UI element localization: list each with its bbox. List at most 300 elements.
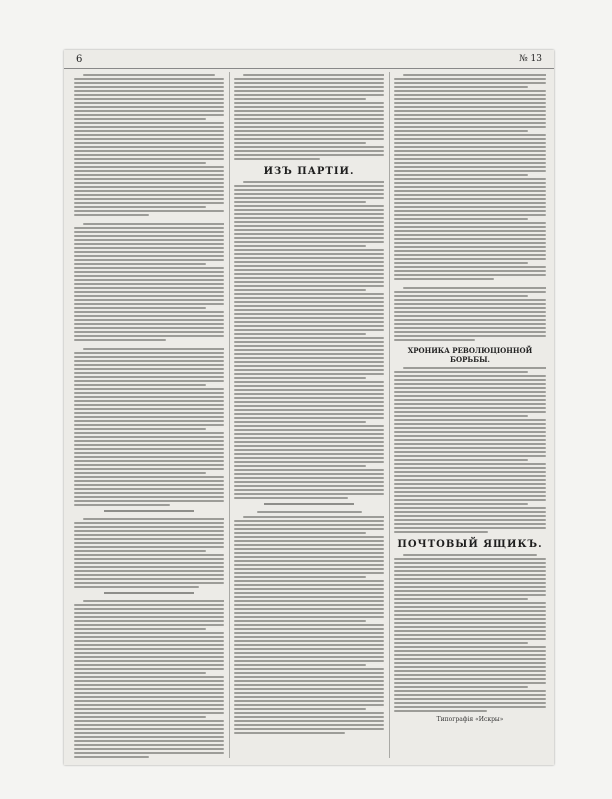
text-line bbox=[74, 692, 224, 694]
text-line bbox=[74, 648, 224, 650]
text-line bbox=[394, 574, 546, 576]
text-line bbox=[234, 544, 384, 546]
section-heading-chronicle: ХРОНИКА РЕВОЛЮЦІОННОЙ БОРЬБЫ. bbox=[407, 346, 533, 364]
text-line bbox=[74, 534, 224, 536]
text-line bbox=[234, 158, 320, 160]
text-line bbox=[234, 118, 384, 120]
text-line bbox=[394, 258, 546, 260]
text-line bbox=[74, 628, 206, 630]
text-line bbox=[74, 368, 224, 370]
text-line bbox=[394, 507, 546, 509]
text-line bbox=[394, 606, 546, 608]
text-line bbox=[74, 291, 224, 293]
text-line bbox=[74, 468, 224, 470]
text-line bbox=[394, 291, 546, 293]
text-line bbox=[234, 82, 384, 84]
text-line bbox=[74, 456, 224, 458]
text-line bbox=[234, 213, 384, 215]
text-line bbox=[394, 586, 546, 588]
text-line bbox=[394, 214, 546, 216]
text-line bbox=[74, 404, 224, 406]
text-line bbox=[234, 465, 366, 467]
column-left bbox=[74, 72, 224, 758]
text-line bbox=[234, 329, 384, 331]
text-line bbox=[74, 668, 224, 670]
text-line bbox=[394, 206, 546, 208]
text-line bbox=[234, 273, 384, 275]
text-line bbox=[234, 261, 384, 263]
text-line bbox=[74, 356, 224, 358]
text-line bbox=[74, 126, 224, 128]
text-line bbox=[74, 550, 206, 552]
signature-line bbox=[104, 592, 194, 594]
text-line bbox=[74, 608, 224, 610]
text-line bbox=[243, 516, 384, 518]
text-line bbox=[394, 562, 546, 564]
page-header bbox=[64, 56, 554, 69]
text-line bbox=[394, 439, 546, 441]
text-line bbox=[74, 452, 224, 454]
text-line bbox=[394, 222, 546, 224]
text-line bbox=[234, 640, 384, 642]
text-line bbox=[394, 102, 546, 104]
text-line bbox=[234, 604, 384, 606]
text-line bbox=[234, 185, 384, 187]
text-line bbox=[394, 174, 528, 176]
article-text bbox=[234, 516, 384, 734]
text-line bbox=[74, 408, 224, 410]
text-line bbox=[234, 122, 384, 124]
text-line bbox=[74, 542, 224, 544]
text-line bbox=[234, 341, 384, 343]
text-line bbox=[234, 110, 384, 112]
text-line bbox=[394, 654, 546, 656]
text-line bbox=[394, 531, 488, 533]
text-line bbox=[74, 752, 224, 754]
text-line bbox=[234, 417, 384, 419]
text-line bbox=[74, 162, 206, 164]
text-line bbox=[394, 407, 546, 409]
text-line bbox=[74, 263, 206, 265]
text-line bbox=[394, 634, 546, 636]
text-line bbox=[403, 74, 546, 76]
text-line bbox=[74, 206, 206, 208]
text-line bbox=[234, 353, 384, 355]
text-line bbox=[394, 471, 546, 473]
text-line bbox=[394, 86, 528, 88]
text-line bbox=[234, 644, 384, 646]
text-line bbox=[234, 421, 366, 423]
text-line bbox=[394, 387, 546, 389]
text-line bbox=[234, 205, 384, 207]
text-line bbox=[74, 335, 224, 337]
article-text bbox=[234, 74, 384, 160]
text-line bbox=[394, 182, 546, 184]
text-line bbox=[234, 532, 366, 534]
text-line bbox=[394, 331, 546, 333]
text-line bbox=[74, 736, 224, 738]
text-line bbox=[234, 114, 384, 116]
text-line bbox=[394, 295, 528, 297]
text-line bbox=[394, 250, 546, 252]
text-line bbox=[394, 463, 546, 465]
text-line bbox=[74, 558, 224, 560]
text-line bbox=[234, 409, 384, 411]
text-line bbox=[394, 254, 546, 256]
text-line bbox=[234, 233, 384, 235]
text-line bbox=[234, 245, 366, 247]
text-line bbox=[394, 523, 546, 525]
text-line bbox=[74, 724, 224, 726]
text-line bbox=[74, 202, 224, 204]
text-line bbox=[394, 698, 546, 700]
text-line bbox=[234, 676, 384, 678]
text-line bbox=[74, 315, 224, 317]
text-line bbox=[234, 524, 384, 526]
text-line bbox=[74, 530, 224, 532]
text-line bbox=[394, 335, 546, 337]
text-line bbox=[74, 680, 224, 682]
text-line bbox=[234, 696, 384, 698]
text-line bbox=[394, 483, 546, 485]
text-line bbox=[394, 626, 546, 628]
text-line bbox=[234, 193, 384, 195]
text-line bbox=[74, 448, 224, 450]
text-line bbox=[234, 680, 384, 682]
text-line bbox=[74, 472, 206, 474]
text-line bbox=[74, 231, 224, 233]
text-line bbox=[394, 395, 546, 397]
text-line bbox=[74, 396, 224, 398]
signature-line bbox=[264, 503, 354, 505]
text-line bbox=[74, 267, 224, 269]
text-line bbox=[394, 467, 546, 469]
text-line bbox=[234, 536, 384, 538]
text-line bbox=[234, 217, 384, 219]
text-line bbox=[74, 323, 224, 325]
text-line bbox=[234, 636, 384, 638]
text-line bbox=[234, 78, 384, 80]
text-line bbox=[394, 658, 546, 660]
text-line bbox=[234, 568, 384, 570]
text-line bbox=[394, 686, 528, 688]
text-line bbox=[74, 604, 224, 606]
text-line bbox=[394, 242, 546, 244]
text-line bbox=[74, 732, 224, 734]
text-line bbox=[74, 158, 224, 160]
text-line bbox=[74, 142, 224, 144]
text-line bbox=[83, 223, 224, 225]
text-line bbox=[234, 389, 384, 391]
text-line bbox=[74, 432, 224, 434]
text-line bbox=[234, 285, 384, 287]
text-line bbox=[394, 447, 546, 449]
text-line bbox=[234, 489, 384, 491]
text-line bbox=[234, 325, 384, 327]
text-line bbox=[74, 178, 224, 180]
text-line bbox=[394, 427, 546, 429]
text-line bbox=[243, 74, 384, 76]
text-line bbox=[234, 461, 384, 463]
text-line bbox=[394, 706, 546, 708]
article-text bbox=[394, 287, 546, 341]
text-line bbox=[234, 572, 384, 574]
article-text bbox=[394, 554, 546, 712]
text-line bbox=[74, 538, 224, 540]
text-line bbox=[234, 493, 384, 495]
issue-number: № 13 bbox=[519, 54, 542, 64]
text-line bbox=[394, 114, 546, 116]
text-line bbox=[83, 348, 224, 350]
text-line bbox=[394, 602, 546, 604]
text-line bbox=[74, 484, 224, 486]
text-line bbox=[403, 287, 546, 289]
text-line bbox=[74, 388, 224, 390]
text-line bbox=[74, 476, 224, 478]
text-line bbox=[394, 90, 546, 92]
text-line bbox=[234, 596, 384, 598]
text-line bbox=[234, 433, 384, 435]
text-line bbox=[74, 146, 224, 148]
text-line bbox=[234, 592, 384, 594]
text-line bbox=[394, 403, 546, 405]
text-line bbox=[234, 349, 384, 351]
text-line bbox=[394, 371, 528, 373]
text-line bbox=[74, 632, 224, 634]
text-line bbox=[74, 612, 224, 614]
text-line bbox=[394, 682, 546, 684]
text-line bbox=[74, 319, 224, 321]
text-line bbox=[74, 98, 224, 100]
text-line bbox=[74, 287, 224, 289]
column-middle bbox=[234, 72, 384, 758]
text-line bbox=[74, 656, 224, 658]
text-line bbox=[234, 102, 384, 104]
text-line bbox=[394, 150, 546, 152]
text-line bbox=[234, 720, 384, 722]
text-line bbox=[74, 170, 224, 172]
text-line bbox=[74, 150, 224, 152]
text-line bbox=[394, 650, 546, 652]
text-line bbox=[74, 190, 224, 192]
text-line bbox=[394, 226, 546, 228]
text-line bbox=[394, 594, 546, 596]
column-divider bbox=[229, 72, 230, 758]
text-line bbox=[234, 620, 366, 622]
text-line bbox=[234, 473, 384, 475]
text-line bbox=[234, 449, 384, 451]
text-line bbox=[83, 74, 215, 76]
text-line bbox=[234, 684, 384, 686]
text-line bbox=[74, 546, 224, 548]
text-line bbox=[74, 194, 224, 196]
text-line bbox=[234, 293, 384, 295]
text-line bbox=[74, 488, 224, 490]
text-line bbox=[234, 357, 384, 359]
text-line bbox=[234, 445, 384, 447]
text-line bbox=[74, 110, 224, 112]
text-line bbox=[394, 515, 546, 517]
text-line bbox=[74, 392, 224, 394]
text-line bbox=[74, 339, 166, 341]
text-line bbox=[394, 339, 475, 341]
text-line bbox=[234, 469, 384, 471]
text-line bbox=[74, 748, 224, 750]
text-line bbox=[74, 154, 224, 156]
text-line bbox=[234, 708, 366, 710]
text-line bbox=[234, 130, 384, 132]
text-line bbox=[394, 558, 546, 560]
article-text bbox=[234, 181, 384, 499]
text-line bbox=[74, 251, 224, 253]
text-line bbox=[394, 218, 528, 220]
text-line bbox=[234, 712, 384, 714]
text-line bbox=[74, 380, 224, 382]
article-text bbox=[394, 367, 546, 533]
text-line bbox=[74, 582, 224, 584]
text-line bbox=[394, 590, 546, 592]
newspaper-page bbox=[64, 50, 554, 765]
text-line bbox=[394, 578, 546, 580]
text-line bbox=[394, 94, 546, 96]
text-line bbox=[394, 391, 546, 393]
text-line bbox=[394, 194, 546, 196]
text-line bbox=[74, 664, 224, 666]
text-line bbox=[234, 540, 384, 542]
text-line bbox=[234, 345, 384, 347]
text-line bbox=[394, 82, 546, 84]
text-line bbox=[74, 676, 224, 678]
text-line bbox=[234, 552, 384, 554]
text-line bbox=[234, 361, 384, 363]
text-line bbox=[394, 598, 528, 600]
text-line bbox=[394, 451, 546, 453]
text-line bbox=[234, 138, 384, 140]
text-line bbox=[74, 239, 224, 241]
text-line bbox=[394, 299, 546, 301]
text-line bbox=[394, 419, 546, 421]
text-line bbox=[394, 630, 546, 632]
text-line bbox=[394, 210, 546, 212]
text-line bbox=[74, 644, 224, 646]
text-line bbox=[74, 412, 224, 414]
text-line bbox=[74, 460, 224, 462]
text-line bbox=[234, 281, 384, 283]
text-line bbox=[234, 221, 384, 223]
text-line bbox=[74, 227, 224, 229]
text-line bbox=[394, 238, 546, 240]
text-line bbox=[74, 562, 224, 564]
text-line bbox=[234, 441, 384, 443]
text-line bbox=[74, 428, 206, 430]
text-line bbox=[234, 405, 384, 407]
text-line bbox=[234, 624, 384, 626]
article-text bbox=[74, 518, 224, 588]
text-line bbox=[74, 186, 224, 188]
text-line bbox=[74, 106, 224, 108]
text-line bbox=[394, 303, 546, 305]
text-line bbox=[234, 588, 384, 590]
text-line bbox=[74, 500, 224, 502]
text-line bbox=[74, 574, 224, 576]
text-line bbox=[234, 564, 384, 566]
text-line bbox=[234, 134, 384, 136]
text-line bbox=[234, 656, 384, 658]
text-line bbox=[234, 704, 384, 706]
text-line bbox=[74, 214, 149, 216]
text-line bbox=[394, 146, 546, 148]
text-line bbox=[74, 586, 199, 588]
text-line bbox=[394, 662, 546, 664]
text-line bbox=[394, 491, 546, 493]
text-line bbox=[394, 134, 546, 136]
text-line bbox=[234, 397, 384, 399]
text-line bbox=[234, 150, 384, 152]
text-line bbox=[394, 527, 546, 529]
text-line bbox=[234, 616, 384, 618]
text-line bbox=[234, 732, 345, 734]
text-line bbox=[74, 118, 206, 120]
text-line bbox=[74, 376, 224, 378]
column-right bbox=[394, 72, 546, 758]
text-line bbox=[234, 201, 366, 203]
text-line bbox=[394, 98, 546, 100]
text-line bbox=[74, 303, 224, 305]
text-line bbox=[234, 556, 384, 558]
text-line bbox=[74, 728, 224, 730]
text-line bbox=[394, 270, 546, 272]
text-line bbox=[234, 301, 384, 303]
text-line bbox=[234, 425, 384, 427]
text-line bbox=[74, 420, 224, 422]
text-line bbox=[394, 646, 546, 648]
text-line bbox=[394, 126, 546, 128]
text-line bbox=[394, 307, 546, 309]
text-line bbox=[234, 253, 384, 255]
text-line bbox=[234, 189, 384, 191]
text-line bbox=[74, 716, 206, 718]
text-line bbox=[394, 519, 546, 521]
text-line bbox=[74, 570, 224, 572]
text-line bbox=[234, 94, 384, 96]
text-line bbox=[74, 464, 224, 466]
text-line bbox=[394, 130, 528, 132]
article-text bbox=[74, 223, 224, 341]
text-line bbox=[394, 582, 546, 584]
page-number: 6 bbox=[76, 54, 83, 65]
text-line bbox=[234, 277, 384, 279]
text-line bbox=[394, 423, 546, 425]
text-line bbox=[394, 435, 546, 437]
text-line bbox=[234, 485, 384, 487]
text-line bbox=[394, 690, 546, 692]
text-line bbox=[394, 323, 546, 325]
text-line bbox=[234, 481, 384, 483]
text-line bbox=[74, 255, 224, 257]
text-line bbox=[234, 437, 384, 439]
text-line bbox=[74, 327, 224, 329]
text-line bbox=[234, 477, 384, 479]
text-line bbox=[74, 372, 224, 374]
text-line bbox=[234, 560, 384, 562]
text-line bbox=[234, 333, 366, 335]
text-line bbox=[74, 492, 224, 494]
text-line bbox=[394, 319, 546, 321]
text-line bbox=[234, 688, 384, 690]
text-line bbox=[394, 118, 546, 120]
text-line bbox=[74, 210, 224, 212]
text-line bbox=[74, 672, 206, 674]
